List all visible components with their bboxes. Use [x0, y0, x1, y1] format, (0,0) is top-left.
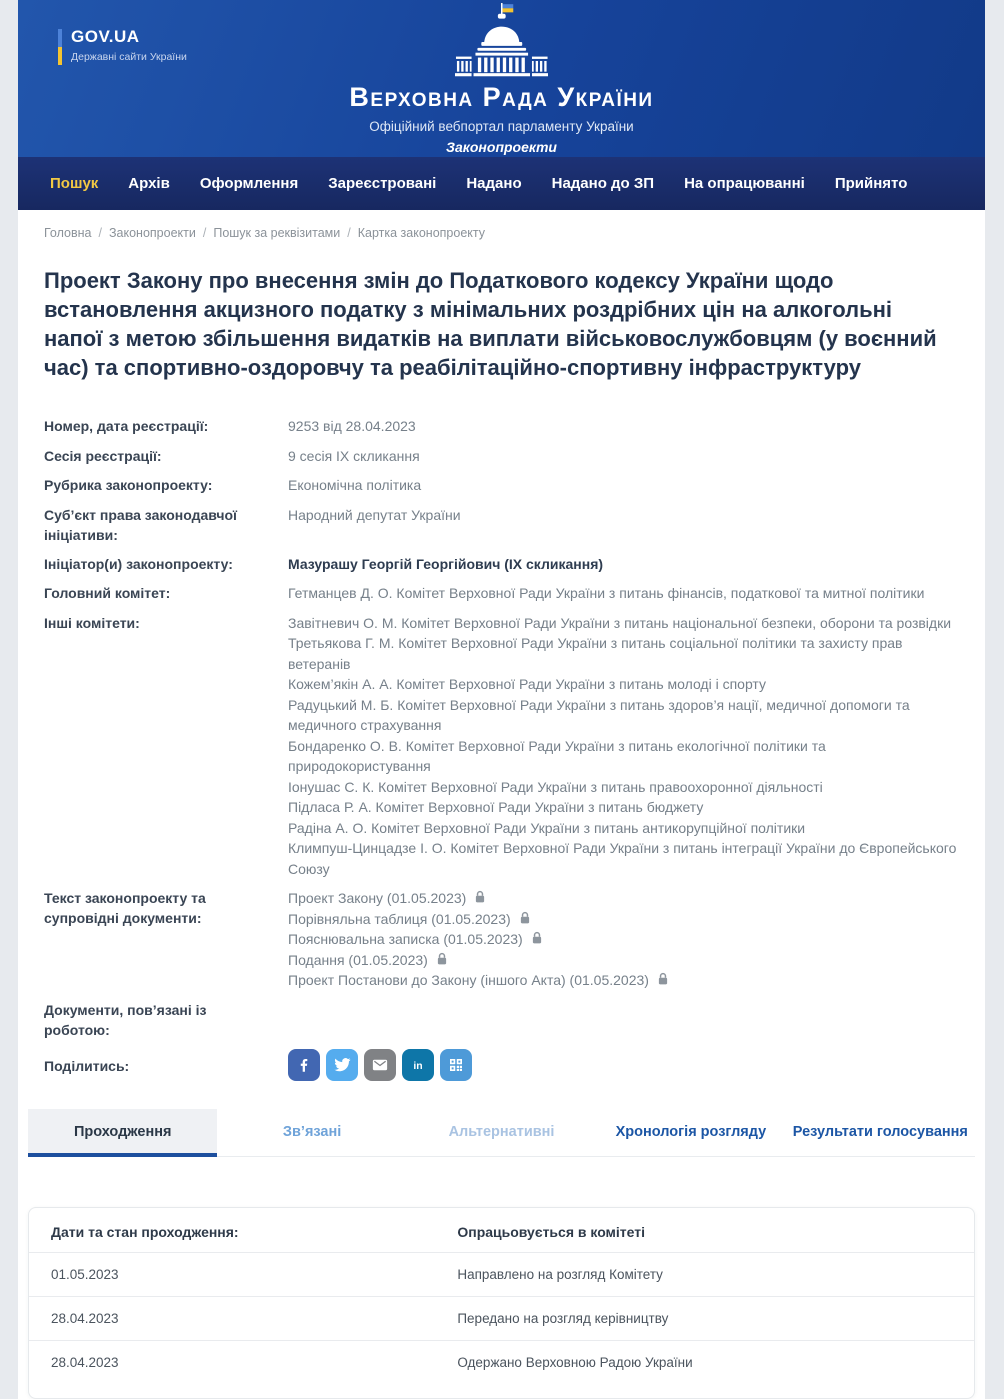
rubric-value: Економічна політика: [288, 477, 422, 493]
page-title: Проект Закону про внесення змін до Податкового кодексу України щодо встановлення акцизного податку з мінімальних роздрібних цін на алкогольні напої з метою збільшення видатків на виплати військовослужбовцям (у воєнний час) та спортивно-оздоровчу та реабілітаційно-спортивну інфраструктуру: [44, 268, 937, 380]
field-label: Текст законопроекту та супровідні документи:: [44, 890, 206, 926]
detail-row: [44, 1000, 959, 1040]
field-label: Рубрика законопроекту:: [44, 477, 213, 493]
detail-row: [44, 446, 959, 467]
govua-subtitle: Державні сайти України: [71, 51, 187, 63]
twitter-icon: [333, 1056, 351, 1074]
lock-icon: [519, 911, 531, 925]
tab-vote-results[interactable]: Результати голосування: [792, 1123, 968, 1140]
committee-link[interactable]: Бондаренко О. В. Комітет Верховної Ради України з питань екологічної політики та природокористування: [288, 737, 826, 774]
detail-row: [44, 416, 959, 437]
breadcrumb-search[interactable]: Пошук за реквізитами /: [213, 226, 357, 240]
share-qr-code-button[interactable]: [440, 1049, 472, 1081]
field-label: Ініціатор(и) законопроекту:: [44, 555, 233, 572]
session-value: 9 сесія IX скликання: [288, 447, 420, 464]
site-title: Верховна Рада України: [349, 82, 654, 112]
field-label: Суб’єкт права законодавчої ініціативи:: [44, 506, 237, 543]
history-status: Одержано Верховною Радою України: [457, 1354, 693, 1370]
share-email-button[interactable]: [364, 1049, 396, 1081]
nav-item-submitted[interactable]: Надано: [466, 175, 522, 192]
committee-link[interactable]: Радуцький М. Б. Комітет Верховної Ради України з питань здоров’я нації, медичної допомоги та медичного страхування: [288, 696, 910, 733]
table-row: [29, 1252, 974, 1296]
nav-item-registered[interactable]: Зареєстровані: [328, 175, 437, 192]
committee-link[interactable]: Радіна А. О. Комітет Верховної Ради України з питань антикорупційної політики: [288, 819, 806, 836]
tab-related[interactable]: Зв’язані: [282, 1123, 342, 1140]
nav-item-submitted-to-zp[interactable]: Надано до ЗП: [551, 175, 655, 192]
nav-item-archive[interactable]: Архів: [128, 175, 170, 192]
breadcrumb-bills[interactable]: Законопроекти /: [109, 226, 213, 240]
govua-title: GOV.UA: [71, 27, 140, 46]
passage-history-card: [28, 1207, 975, 1399]
field-label: Головний комітет:: [44, 585, 171, 601]
document-link[interactable]: Проект Постанови до Закону (іншого Акта) (01.05.2023): [288, 972, 649, 988]
main-navigation: [18, 157, 985, 210]
qr-code-icon: [447, 1056, 465, 1074]
history-date: 28.04.2023: [51, 1310, 119, 1326]
lock-icon: [474, 890, 486, 904]
detail-row: [44, 475, 959, 496]
history-date: 28.04.2023: [51, 1354, 119, 1370]
field-label: Сесія реєстрації:: [44, 447, 162, 464]
document-link[interactable]: Проект Закону (01.05.2023): [288, 890, 467, 906]
table-row: [29, 1340, 974, 1384]
nav-item-formatting[interactable]: Оформлення: [199, 175, 299, 192]
document-link[interactable]: Подання (01.05.2023): [288, 951, 428, 968]
registration-value: 9253 від 28.04.2023: [288, 418, 416, 434]
lock-icon: [436, 952, 448, 966]
dates-column-header: Дати та стан проходження:: [51, 1223, 239, 1240]
breadcrumb-current: Картка законопроекту: [357, 226, 486, 240]
committee-link[interactable]: Підласа Р. А. Комітет Верховної Ради України з питань бюджету: [288, 799, 704, 815]
site-header: [18, 0, 985, 157]
field-label: Номер, дата реєстрації:: [44, 418, 209, 434]
history-status: Передано на розгляд керівництву: [457, 1310, 669, 1326]
lock-icon: [657, 972, 669, 986]
table-header-row: [29, 1208, 974, 1253]
field-label: Поділитись:: [44, 1057, 130, 1074]
share-twitter-button[interactable]: [326, 1049, 358, 1081]
svg-text:in: in: [413, 1060, 423, 1072]
passage-history-table: [29, 1208, 974, 1384]
parliament-building-icon: [455, 3, 549, 79]
site-subtitle: Офіційний вебпортал парламенту України: [369, 119, 634, 134]
committee-link[interactable]: Іонушас С. К. Комітет Верховної Ради України з питань правоохоронної діяльності: [288, 778, 823, 795]
table-row: [29, 1296, 974, 1340]
status-column-header: Опрацьовується в комітеті: [457, 1223, 646, 1240]
committee-link[interactable]: Третьякова Г. М. Комітет Верховної Ради України з питань соціальної політики та захисту прав ветеранів: [288, 635, 903, 672]
bill-details: [44, 416, 959, 1081]
lock-icon: [531, 931, 543, 945]
share-facebook-button[interactable]: [288, 1049, 320, 1081]
page-container: [18, 0, 985, 1399]
field-label: Інші комітети:: [44, 614, 140, 631]
tab-chronology[interactable]: Хронологія розгляду: [615, 1123, 767, 1140]
committee-link[interactable]: Кожем’якін А. А. Комітет Верховної Ради України з питань молоді і спорту: [288, 676, 767, 692]
field-label: Документи, пов’язані із роботою:: [44, 1001, 207, 1038]
breadcrumb-home[interactable]: Головна /: [44, 226, 109, 240]
email-icon: [371, 1056, 389, 1074]
linkedin-icon: [408, 1055, 428, 1075]
site-section-label: Законопроекти: [446, 139, 557, 155]
facebook-icon: [295, 1056, 313, 1074]
detail-row: [44, 583, 959, 604]
history-date: 01.05.2023: [51, 1266, 119, 1282]
detail-row: [44, 888, 959, 991]
committee-link[interactable]: Климпуш-Цинцадзе І. О. Комітет Верховної Ради України з питань інтеграції України до Європейського Союзу: [288, 840, 957, 877]
detail-row: [44, 505, 959, 545]
main-committee-link[interactable]: Гетманцев Д. О. Комітет Верховної Ради України з питань фінансів, податкової та митної політики: [288, 585, 925, 601]
detail-row: [44, 554, 959, 575]
document-link[interactable]: Пояснювальна записка (01.05.2023): [288, 931, 523, 947]
nav-item-in-progress[interactable]: На опрацюванні: [684, 175, 805, 192]
share-linkedin-button[interactable]: [402, 1049, 434, 1081]
tab-bar: [28, 1109, 975, 1157]
nav-item-search[interactable]: Пошук: [50, 175, 99, 192]
tab-alternatives[interactable]: Альтернативні: [448, 1123, 555, 1140]
committee-link[interactable]: Завітневич О. М. Комітет Верховної Ради України з питань національної безпеки, оборони та розвідки: [288, 614, 952, 631]
share-row: [44, 1049, 959, 1081]
subject-value: Народний депутат України: [288, 506, 461, 523]
detail-row: [44, 613, 959, 880]
nav-item-adopted[interactable]: Прийнято: [834, 175, 908, 192]
breadcrumb: [18, 210, 985, 240]
document-link[interactable]: Порівняльна таблиця (01.05.2023): [288, 910, 511, 927]
tab-passage[interactable]: Проходження: [28, 1109, 217, 1157]
initiator-link[interactable]: Мазурашу Георгій Георгійович (IX скликання): [288, 555, 604, 572]
history-status: Направлено на розгляд Комітету: [457, 1266, 663, 1282]
